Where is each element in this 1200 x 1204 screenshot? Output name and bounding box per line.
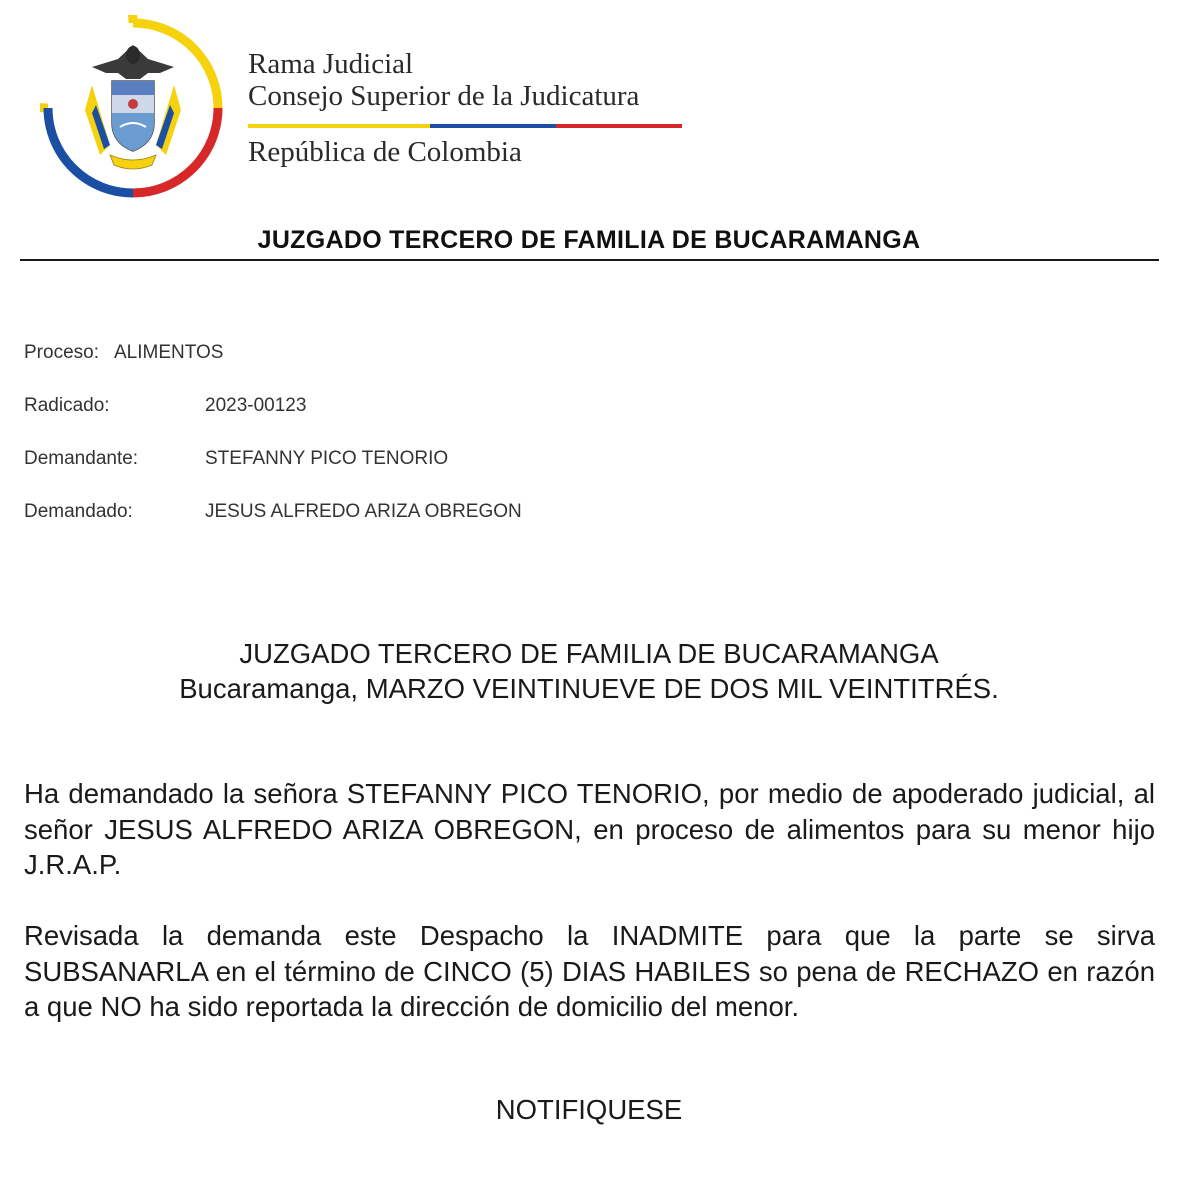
header-divider — [20, 259, 1159, 261]
case-info-row — [24, 448, 449, 470]
case-info-label: Demandado: — [24, 501, 133, 522]
letterhead-country: República de Colombia — [248, 136, 522, 168]
case-info-row — [24, 395, 307, 417]
letterhead-line-2: Consejo Superior de la Judicatura — [248, 80, 640, 112]
case-info-value: STEFANNY PICO TENORIO — [205, 448, 449, 469]
case-info-label: Demandante: — [24, 448, 139, 469]
colombia-coat-of-arms-icon — [40, 15, 226, 201]
case-info-label: Proceso: — [24, 342, 99, 363]
order-court-name: JUZGADO TERCERO DE FAMILIA DE BUCARAMANGA — [239, 638, 939, 669]
closing-notice: NOTIFIQUESE — [495, 1094, 683, 1125]
flag-stripe — [248, 124, 682, 128]
court-header: JUZGADO TERCERO DE FAMILIA DE BUCARAMANGA — [257, 226, 921, 254]
letterhead — [248, 48, 688, 112]
case-info-value: ALIMENTOS — [114, 342, 224, 363]
order-date-line: Bucaramanga, MARZO VEINTINUEVE DE DOS MIL VEINTITRÉS. — [179, 673, 999, 704]
letterhead-line-1: Rama Judicial — [248, 48, 414, 80]
body-paragraph: Ha demandado la señora STEFANNY PICO TENORIO, por medio de apoderado judicial, al señor JESUS ALFREDO ARIZA OBREGON, en proceso de alimentos para su menor hijo J.R.A.P. — [24, 778, 1155, 880]
case-info-value: JESUS ALFREDO ARIZA OBREGON — [205, 501, 522, 522]
order-heading — [0, 636, 1178, 706]
case-info-row — [24, 501, 522, 523]
case-info-value: 2023-00123 — [205, 395, 307, 416]
body-paragraph: Revisada la demanda este Despacho la INADMITE para que la parte se sirva SUBSANARLA en el término de CINCO (5) DIAS HABILES so pena de RECHAZO en razón a que NO ha sido reportada la dirección de domicilio del menor. — [24, 920, 1155, 1022]
case-info-label: Radicado: — [24, 395, 110, 416]
case-info-row — [24, 342, 224, 364]
